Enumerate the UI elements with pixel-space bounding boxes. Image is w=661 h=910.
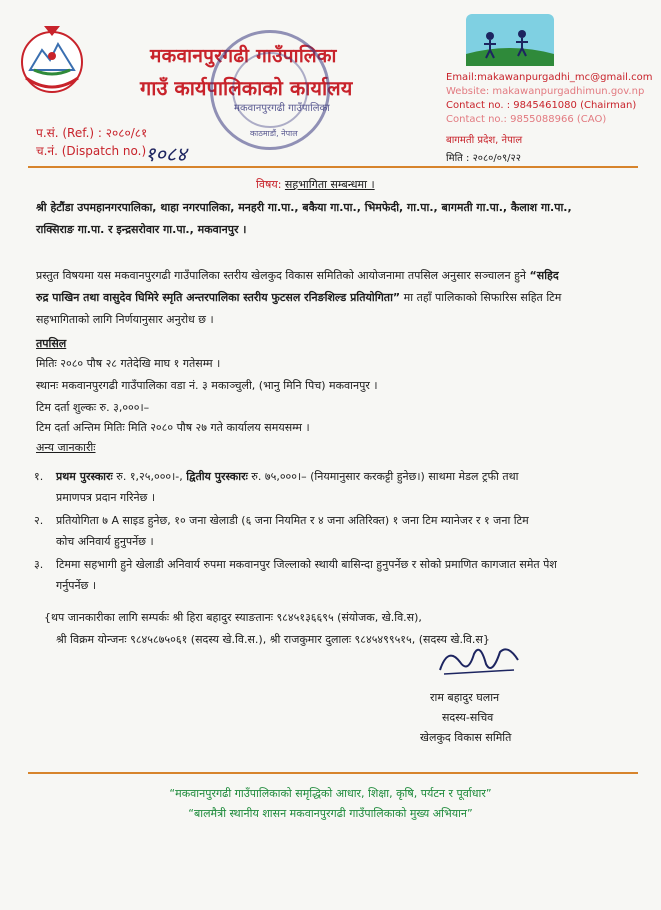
recipients-line2: राक्सिराङ गा.पा. र इन्द्रसरोवार गा.पा., मकवानपुर । <box>36 223 247 236</box>
org-name-line2: गाउँ कार्यपालिकाको कार्यालय <box>140 76 353 100</box>
footer-slogan2: “बालमैत्री स्थानीय शासन मकवानपुरगढी गाउँपालिकाको मुख्य अभियान” <box>188 807 473 820</box>
reference-number: प.सं. (Ref.) : २०८०/८१ <box>36 126 148 140</box>
stamp-text: मकवानपुरगढी गाउँपालिका <box>234 103 330 114</box>
subject-line <box>256 177 375 192</box>
list-item <box>34 554 644 598</box>
item-text-line2: कोच अनिवार्य हुनुपर्नेछ । <box>56 535 154 548</box>
item-text <box>56 554 646 596</box>
contact-cao: Contact no.: 9855088966 (CAO) <box>446 114 607 125</box>
intro-line2 <box>36 290 561 305</box>
second-prize-value: रु. ७५,०००।– (नियमानुसार करकट्टी हुनेछ।) साथमा मेडल ट्रफी तथा <box>247 470 519 483</box>
item-number: २. <box>34 514 44 527</box>
office-stamp-inner-ring <box>232 52 308 128</box>
sports-illustration <box>466 14 554 66</box>
dispatch-number-handwritten: १०८४ <box>145 142 187 166</box>
stamp-subtext: काठमाडौं, नेपाल <box>250 129 298 138</box>
contact-chairman: Contact no. : 9845461080 (Chairman) <box>446 100 637 111</box>
intro-text-cont: मा तहाँ पालिकाको सिफारिस सहित टिम <box>400 291 562 304</box>
second-prize-label: द्वितीय पुरस्कारः <box>186 470 248 483</box>
item-text-line2: गर्नुपर्नेछ । <box>56 579 97 592</box>
first-prize-value: रु. १,२५,०००।-, <box>112 470 187 483</box>
nepal-emblem-logo <box>12 20 92 100</box>
event-venue: स्थानः मकवानपुरगढी गाउँपालिका वडा नं. ३ मकाञ्चुली, (भानु मिनि पिच) मकवानपुर । <box>36 379 378 392</box>
registration-fee: टिम दर्ता शुल्कः रु. ३,०००।– <box>36 401 150 414</box>
org-name-line1: मकवानपुरगढी गाउँपालिका <box>150 45 337 67</box>
province: बागमती प्रदेश, नेपाल <box>446 135 523 146</box>
subject-label: विषय: <box>256 178 282 191</box>
item-text <box>56 466 646 508</box>
registration-deadline: टिम दर्ता अन्तिम मितिः मिति २०८० पौष २७ गते कार्यालय समयसम्म । <box>36 421 310 434</box>
competition-title: रुद्र पाखिन तथा वासुदेव घिमिरे स्मृति अन्तरपालिका स्तरीय फुटसल रनिङशिल्ड प्रतियोगिता” <box>36 291 401 304</box>
signatory-committee: खेलकुद विकास समिति <box>420 731 512 744</box>
footer-divider <box>28 772 638 774</box>
event-date: मितिः २०८० पौष २८ गतेदेखि माघ १ गतेसम्म । <box>36 357 221 370</box>
contact-info-line2: श्री विक्रम योन्जनः ९८४५८७५०६१ (सदस्य खे.वि.स.), श्री राजकुमार दुलालः ९८४५४९९५१५, (सदस्य खे.वि.स} <box>56 633 490 646</box>
recipients-line1: श्री हेटौंडा उपमहानगरपालिका, थाहा नगरपालिका, मनहरी गा.पा., बकैया गा.पा., भिमफेदी, गा.पा., बागमती गा.पा., कैलाश गा.पा., <box>36 201 572 214</box>
intro-line1 <box>36 268 559 283</box>
item-number: १. <box>34 470 44 483</box>
contact-info-line1: {थप जानकारीका लागि सम्पर्कः श्री हिरा बहादुर स्याङतानः ९८४५१३६६९५ (संयोजक, खे.वि.स), <box>44 611 422 624</box>
signatory-title: सदस्य-सचिव <box>442 711 494 724</box>
item-number: ३. <box>34 558 44 571</box>
dispatch-label: च.नं. (Dispatch no.) : <box>36 144 155 158</box>
list-item <box>34 510 644 554</box>
signatory-name: राम बहादुर घलान <box>430 691 500 704</box>
intro-line3: सहभागिताको लागि निर्णयानुसार अनुरोध छ । <box>36 313 214 326</box>
letter-date: मिति : २०८०/०९/२२ <box>446 153 521 164</box>
header-divider <box>28 166 638 168</box>
footer-slogan1: “मकवानपुरगढी गाउँपालिकाको समृद्धिको आधार, शिक्षा, कृषि, पर्यटन र पूर्वाधार” <box>169 787 492 800</box>
email-address: Email:makawanpurgadhi_mc@gmail.com <box>446 72 653 83</box>
item-text-line2: प्रमाणपत्र प्रदान गरिनेछ । <box>56 491 156 504</box>
first-prize-label: प्रथम पुरस्कारः <box>56 470 113 483</box>
intro-title-start: “सहिद <box>529 269 559 282</box>
list-item <box>34 466 644 510</box>
intro-text: प्रस्तुत विषयमा यस मकवानपुरगढी गाउँपालिका स्तरीय खेलकुद विकास समितिको आयोजनामा तपसिल अनुसार सञ्चालन हुने <box>36 269 530 282</box>
other-info-heading: अन्य जानकारीः <box>36 441 96 454</box>
website-address: Website: makawanpurgadhimun.gov.np <box>446 86 645 97</box>
item-text-line1: टिममा सहभागी हुने खेलाडी अनिवार्य रुपमा मकवानपुर जिल्लाको स्थायी बासिन्दा हुनुपर्नेछ र सोको प्रमाणित कागजात समेत पेश <box>56 558 557 571</box>
item-text <box>56 510 646 552</box>
tapsil-heading: तपसिल <box>36 337 67 350</box>
item-text-line1: प्रतियोगिता ७ A साइड हुनेछ, १० जना खेलाडी (६ जना नियमित र ४ जना अतिरिक्त) १ जना टिम म्यानेजर र १ जना टिम <box>56 514 529 527</box>
subject-value: सहभागिता सम्बन्धमा । <box>284 178 375 191</box>
handwritten-signature <box>434 640 524 680</box>
